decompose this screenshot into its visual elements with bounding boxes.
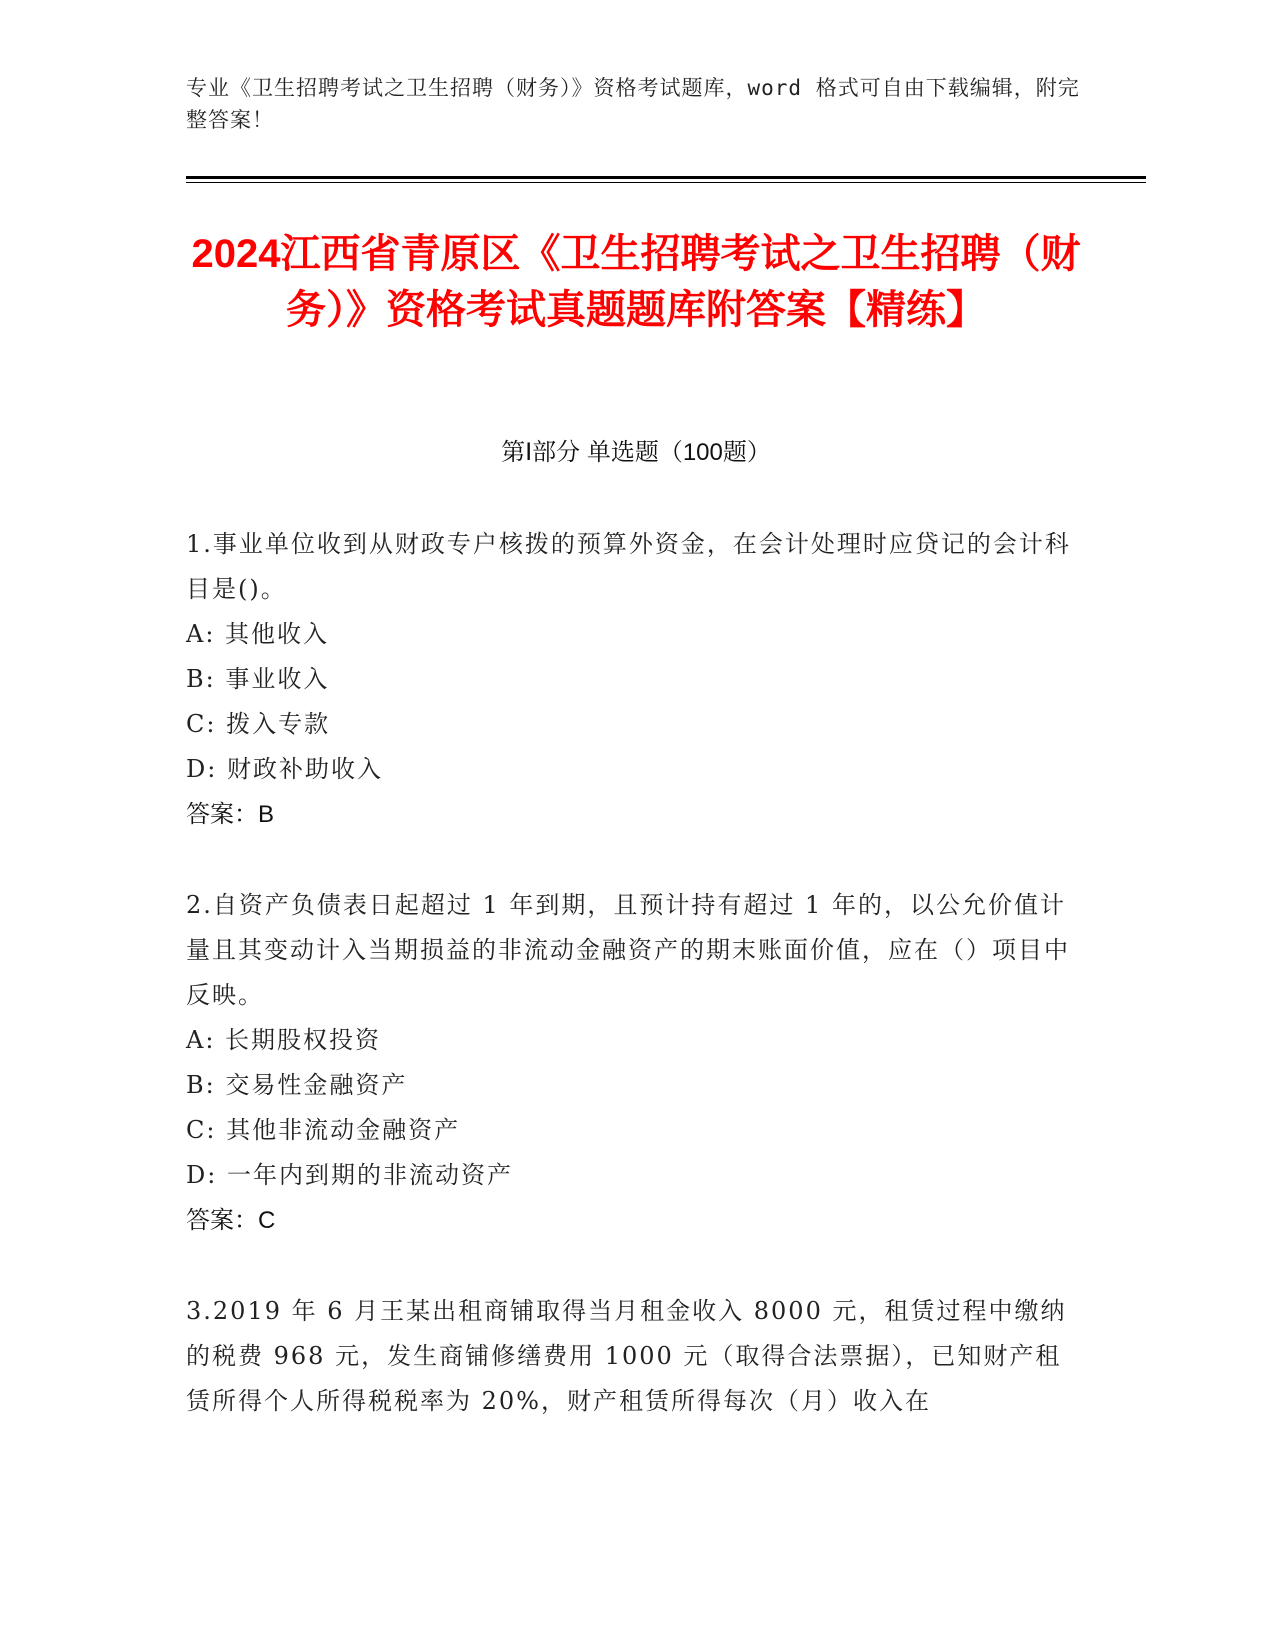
option-b: B: 事业收入 [186, 665, 330, 693]
option-d: D: 一年内到期的非流动资产 [186, 1161, 513, 1189]
question-2 [186, 883, 1076, 1243]
answer: 答案：B [186, 801, 275, 828]
header-divider [186, 176, 1146, 179]
option-a: A: 其他收入 [186, 620, 330, 648]
header-note: 专业《卫生招聘考试之卫生招聘（财务）》资格考试题库，word 格式可自由下载编辑，附完整答案！ [186, 76, 1080, 132]
option-c: C: 其他非流动金融资产 [186, 1116, 461, 1144]
option-a: A: 长期股权投资 [186, 1026, 382, 1054]
option-d: D: 财政补助收入 [186, 755, 383, 783]
header-divider-thin [186, 182, 1146, 183]
question-stem: 2.自资产负债表日起超过 1 年到期，且预计持有超过 1 年的，以公允价值计量且其变动计入当期损益的非流动金融资产的期末账面价值，应在（）项目中反映。 [186, 891, 1070, 1009]
question-stem: 3.2019 年 6 月王某出租商铺取得当月租金收入 8000 元，租赁过程中缴纳的税费 968 元，发生商铺修缮费用 1000 元（取得合法票据），已知财产租赁所得个人所得税税率为 20%，财产租赁所得每次（月）收入在 [186, 1297, 1067, 1415]
question-3 [186, 1289, 1076, 1424]
option-c: C: 拨入专款 [186, 710, 331, 738]
answer: 答案：C [186, 1207, 276, 1234]
section-heading: 第Ⅰ部分 单选题（100题） [501, 439, 771, 466]
document-title: 2024江西省青原区《卫生招聘考试之卫生招聘（财务）》资格考试真题题库附答案【精练】 [191, 232, 1081, 332]
question-list [186, 522, 1076, 1470]
question-1 [186, 522, 1076, 837]
question-stem: 1.事业单位收到从财政专户核拨的预算外资金，在会计处理时应贷记的会计科目是()。 [186, 530, 1071, 603]
option-b: B: 交易性金融资产 [186, 1071, 408, 1099]
